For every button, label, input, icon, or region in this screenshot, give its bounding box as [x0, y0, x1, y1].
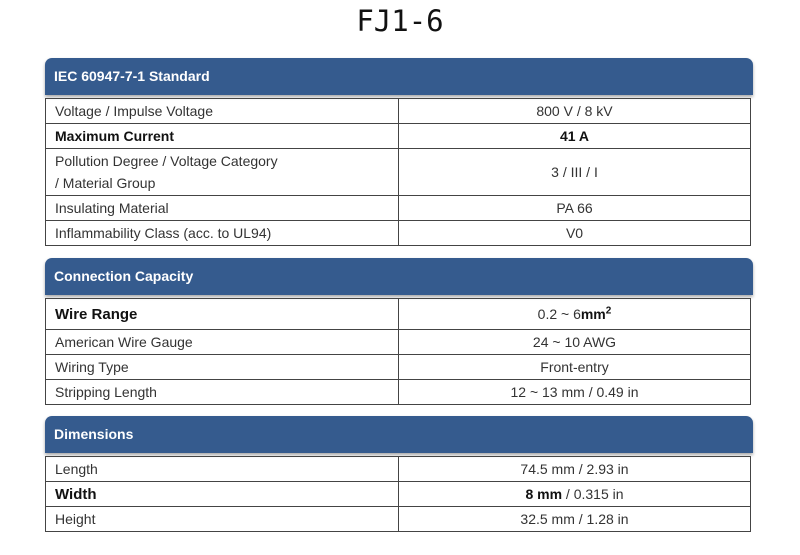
table-row — [46, 330, 751, 355]
table-row — [46, 124, 751, 149]
page-title: FJ1-6 — [356, 4, 444, 38]
dimensions-spec-table — [45, 456, 751, 532]
spec-label: Height — [46, 507, 399, 532]
table-row — [46, 457, 751, 482]
spec-label-line: / Material Group — [55, 175, 156, 191]
spec-label: Inflammability Class (acc. to UL94) — [46, 221, 399, 246]
spec-label: Maximum Current — [46, 124, 399, 149]
spec-value: Front-entry — [399, 355, 751, 380]
spec-value: 800 V / 8 kV — [399, 99, 751, 124]
spec-label: American Wire Gauge — [46, 330, 399, 355]
spec-value: 41 A — [399, 124, 751, 149]
spec-value-superscript: 2 — [605, 305, 612, 317]
spec-label: Wire Range — [46, 299, 399, 330]
table-row — [46, 299, 751, 330]
table-row — [46, 221, 751, 246]
table-row — [46, 380, 751, 405]
spec-value: PA 66 — [399, 196, 751, 221]
table-row — [46, 482, 751, 507]
spec-value-number: 0.2 ~ 6 — [537, 306, 581, 322]
connection-spec-table — [45, 298, 751, 405]
spec-value-unit: mm — [580, 306, 606, 322]
spec-value — [399, 299, 751, 330]
table-row — [46, 99, 751, 124]
spec-value-rest: / 0.315 in — [562, 486, 624, 502]
spec-value-bold: 8 mm — [525, 486, 563, 502]
spec-value — [399, 482, 751, 507]
section-header-standard: IEC 60947-7-1 Standard — [45, 58, 753, 95]
spec-value: 3 / III / I — [399, 149, 751, 196]
spec-value: 24 ~ 10 AWG — [399, 330, 751, 355]
spec-value: V0 — [399, 221, 751, 246]
table-row — [46, 149, 751, 196]
spec-label: Stripping Length — [46, 380, 399, 405]
table-row — [46, 507, 751, 532]
spec-label: Voltage / Impulse Voltage — [46, 99, 399, 124]
spec-label — [46, 149, 399, 196]
spec-label-line: Pollution Degree / Voltage Category — [55, 153, 278, 169]
section-header-connection: Connection Capacity — [45, 258, 753, 295]
spec-value: 32.5 mm / 1.28 in — [399, 507, 751, 532]
spec-label: Length — [46, 457, 399, 482]
standard-spec-table — [45, 98, 751, 246]
table-row — [46, 355, 751, 380]
spec-label: Insulating Material — [46, 196, 399, 221]
spec-value: 12 ~ 13 mm / 0.49 in — [399, 380, 751, 405]
spec-value: 74.5 mm / 2.93 in — [399, 457, 751, 482]
section-header-dimensions: Dimensions — [45, 416, 753, 453]
spec-label: Width — [46, 482, 399, 507]
spec-label: Wiring Type — [46, 355, 399, 380]
table-row — [46, 196, 751, 221]
